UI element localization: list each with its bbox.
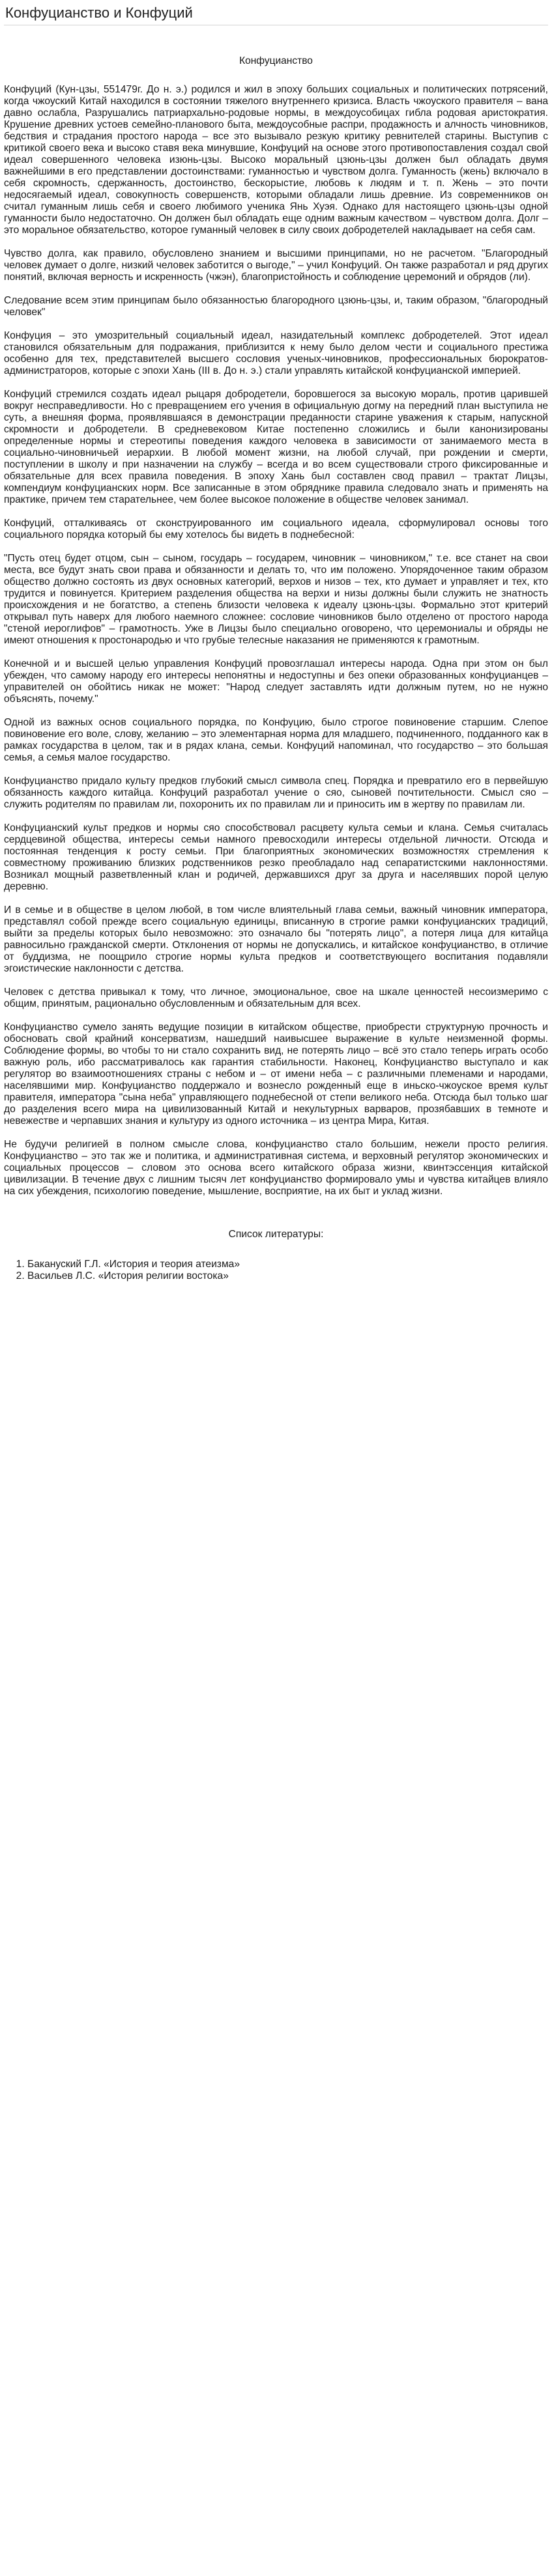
document-page [0,4,552,1282]
paragraph: Конфуций стремился создать идеал рыцаря добродетели, боровшегося за высокую мораль, против царившей вокруг несправедливости. Но с превращением его учения в официальную догму на передний план выступила не суть, а внешняя форма, проявлявшаяся в демонстрации преданности старине уважения к старым, напускной скромности и добродетели. В средневековом Китае постепенно сложились и были канонизированы определенные нормы и стереотипы поведения каждого человека в зависимости от занимаемого места в социально-чиновничьей иерархии. В любой момент жизни, на любой случай, при рождении и смерти, поступлении в школу и при назначении на службу – всегда и во всем существовали строго фиксированные и обязательные для всех правила поведения. В эпоху Хань был составлен свод правил – трактат Лицзы, компендиум конфуцианских норм. Все записанные в этом обряднике правила следовало знать и применять на практике, причем тем старательнее, чем более высокое положение в обществе человек занимал. [4,389,548,505]
paragraph: Чувство долга, как правило, обусловлено знанием и высшими принципами, но не расчетом. "Благородный человек думает о долге, низкий человек заботится о выгоде," – учил Конфуций. Он также разработал и ряд других понятий, включая верность и искренность (чжэн), благопристойность и соблюдение церемоний и обрядов (ли). [4,248,548,283]
references-title: Список литературы: [228,1229,324,1240]
paragraph: Одной из важных основ социального порядка, по Конфуцию, было строгое повиновение старшим. Слепое повиновение его воле, слову, желанию – это элементарная норма для младшего, подчиненного, подданного как в рамках государства в целом, так и в рядах клана, семьи. Конфуций напоминал, что государство – это большая семья, а семья малое государство. [4,717,548,763]
article-heading: Конфуцианство [239,55,313,66]
paragraph: Человек с детства привыкал к тому, что личное, эмоциональное, свое на шкале ценностей несоизмеримо с общим, принятым, рационально обусловленным и обязательным для всех. [4,987,548,1009]
paragraph: Конфуций, отталкиваясь от сконструированного им социального идеала, сформулировал основы того социального порядка который бы ему хотелось бы видеть в поднебесной: [4,518,548,540]
reference-item: 2. Васильев Л.С. «История религии востока» [27,1270,548,1282]
paragraph: Конфуцианство сумело занять ведущие позиции в китайском обществе, приобрести структурную прочность и обосновать свой крайний консерватизм, нашедший наивысшее выражение в культе неизменной формы. Соблюдение формы, во чтобы то ни стало сохранить вид, не потерять лицо – всё это стало теперь играть особо важную роль, ибо рассматривалось как гарантия стабильности. Наконец, Конфуцианство выступало и как регулятор во взаимоотношениях страны с небом и – от имени неба – с различными племенами и народами, населявшими мир. Конфуцианство поддержало и вознесло рожденный еще в иньско-чжоуское время культ правителя, императора "сына неба" управляющего поднебесной от степи великого неба. Отсюда был только шаг до разделения всего мира на цивилизованный Китай и некультурных варваров, прозябавших в темноте и невежестве и черпавших знания и культуру из одного источника – из центра Мира, Китая. [4,1022,548,1127]
references-list [4,1259,548,1282]
paragraph: "Пусть отец будет отцом, сын – сыном, государь – государем, чиновник – чиновником," т.е. все станет на свои места, все будут знать свои права и обязанности и делать то, что им положено. Упорядоченное таким образом общество должно состоять из двух основных категорий, верхов и низов – тех, кто думает и управляет и тех, кто трудится и повинуется. Критерием разделения общества на верхи и низы должны были служить не знатность происхождения и не богатство, а степень близости человека к идеалу цзюнь-цзы. Формально этот критерий открывал путь наверх для любого наемного сложнее: сословие чиновников было отделено от простого народа "стеной иероглифов" – грамотность. Уже в Лицзы было специально оговорено, что церемониалы и обряды не имеют отношения к простонародью и что грубые телесные наказания не применяются к грамотным. [4,553,548,646]
article-body [4,84,548,1197]
paragraph: Конфуция – это умозрительный социальный идеал, назидательный комплекс добродетелей. Этот идеал становился обязательным для подражания, приблизится к нему было делом чести и социального престижа особенно для тех, представителей высшего сословия ученых-чиновников, профессиональных бюрократов-администраторов, которые с эпохи Хань (III в. До н. э.) стали управлять китайской конфуцианской империей. [4,330,548,376]
paragraph: Не будучи религией в полном смысле слова, конфуцианство стало большим, нежели просто религия. Конфуцианство – это так же и политика, и административная система, и верховный регулятор экономических и социальных процессов – словом это основа всего китайского образа жизни, квинтэссенция китайской цивилизации. В течение двух с лишним тысяч лет конфуцианство формировало умы и чувства китайцев влияло на сих убеждения, психологию поведение, мышление, восприятие, на их быт и уклад жизни. [4,1139,548,1197]
page-title: Конфуцианство и Конфуций [5,5,193,21]
paragraph: Конфуцианство придало культу предков глубокий смысл символа спец. Порядка и превратило его в первейшую обязанность каждого китайца. Конфуций разработал учение о сяо, сыновей почтительности. Смысл сяо – служить родителям по правилам ли, похоронить их по правилам ли и приносить им в жертву по правилам ли. [4,776,548,810]
paragraph: И в семье и в обществе в целом любой, в том числе влиятельный глава семьи, важный чиновник императора, представлял собой прежде всего социальную единицы, вписанную в строгие рамки конфуцианских традиций, выйти за пределы которых было невозможно: это означало бы "потерять лицо", а потеря лица для китайца равносильно гражданской смерти. Отклонения от нормы не допускались, и китайское конфуцианство, в отличие от буддизма, не поощрило строгие нормы культа предков и соответствующего воспитания подавляли эгоистические наклонности с детства. [4,904,548,974]
paragraph: Конфуцианский культ предков и нормы сяо способствовал расцвету культа семьи и клана. Семья считалась сердцевиной общества, интересы семьи намного превосходили интересы отдельной личности. Отсюда и постоянная тенденция к росту семьи. При благоприятных экономических возможностях стремления к совместному проживанию близких родственников резко преобладало над сепаратистскими наклонностями. Возникал мощный разветвленный клан и родичей, державшихся друг за друга и населявших порой целую деревню. [4,822,548,892]
paragraph: Конечной и и высшей целью управления Конфуций провозглашал интересы народа. Одна при этом он был убежден, что самому народу его интересы непонятны и недоступны и без опеки образованных конфуцианцев – управителей он обойтись никак не может: "Народ следует заставлять идти должным путем, но не нужно объяснять, почему." [4,658,548,705]
paragraph: Конфуций (Кун-цзы, 551479г. До н. э.) родился и жил в эпоху больших социальных и политических потрясений, когда чжоуский Китай находился в состоянии тяжелого внутреннего кризиса. Власть чжоуского правителя – вана давно ослабла, Разрушались патриархально-родовые нормы, в междоусобицах гибла родовая аристократия. Крушение древних устоев семейно-планового быта, междоусобные распри, продажность и алчность чиновников, бедствия и страдания простого народа – все это вызывало резкую критику ревнителей старины. Выступив с критикой своего века и высоко ставя века минувшие, Конфуций на основе этого противопоставления создал свой идеал совершенного человека изюнь-цзы. Высоко моральный цзюнь-цзы должен был обладать двумя важнейшими в его представлении достоинствами: гуманностью и чувством долга. Гуманность (жень) включало в себя скромность, сдержанность, достоинство, бескорыстие, любовь к людям и т. п. Жень – это почти недосягаемый идеал, совокупность совершенств, которыми обладали лишь древние. Из современников он считал гуманным лишь себя и своего любимого ученика Янь Хуэя. Однако для настоящего цзюнь-цзы одной гуманности было недостаточно. Он должен был обладать еще одним важным качеством – чувством долга. Долг – это моральное обязательство, которое гуманный человек в силу своих добродетелей накладывает на себя сам. [4,84,548,236]
reference-item: 1. Бакануский Г.Л. «История и теория атеизма» [27,1259,548,1270]
paragraph: Следование всем этим принципам было обязанностью благородного цзюнь-цзы, и, таким образом, "благородный человек" [4,295,548,318]
